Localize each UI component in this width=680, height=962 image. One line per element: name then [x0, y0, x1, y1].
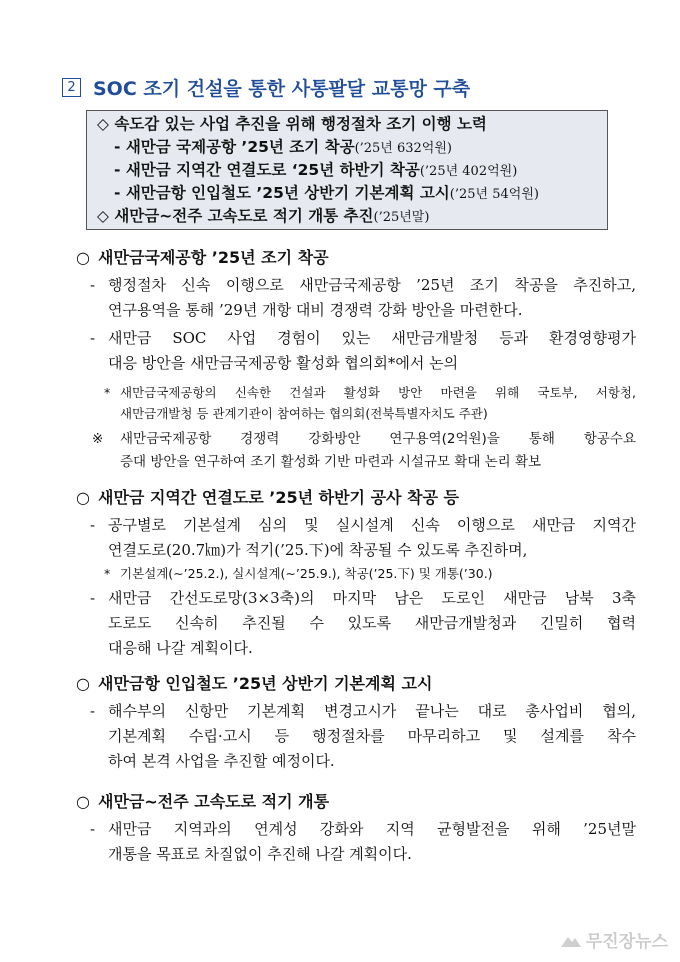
- summary-row: [97, 136, 607, 159]
- summary-row-text: ◇ 새만금~전주 고속도로 적기 개통 추진: [97, 207, 374, 225]
- subsection-title: ○ 새만금 지역간 연결도로 ’25년 하반기 공사 착공 등: [76, 486, 636, 510]
- section-number-box: 2: [62, 78, 81, 97]
- section-airport: [76, 246, 636, 474]
- list-item: - 공구별로 기본설계 심의 및 실시설계 신속 이행으로 새만금 지역간 연결도로(20.7㎞)가 적기(’25.下)에 착공될 수 있도록 추진하며,: [76, 513, 636, 563]
- subsection-title: ○ 새만금국제공항 ’25년 조기 착공: [76, 246, 636, 270]
- summary-row-text: - 새만금 지역간 연결도로 ‘25년 하반기 착공: [114, 161, 420, 179]
- circle-bullet-icon: ○: [76, 792, 90, 811]
- summary-row-text: - 새만금항 인입철도 ’25년 상반기 기본계획 고시: [114, 184, 450, 202]
- circle-bullet-icon: ○: [76, 248, 90, 267]
- list-item: - 새만금 SOC 사업 경험이 있는 새만금개발청 등과 환경영향평가 대응 방안을 새만금국제공항 활성화 협의회*에서 논의: [76, 326, 636, 376]
- section-highway: [76, 790, 636, 867]
- subsection-title: ○ 새만금항 인입철도 ’25년 상반기 기본계획 고시: [76, 672, 636, 696]
- summary-row-note: (’25년 402억원): [419, 164, 518, 179]
- reference-mark-icon: ※: [92, 431, 104, 447]
- summary-row: [97, 205, 607, 228]
- list-item: - 새만금 지역과의 연계성 강화와 지역 균형발전을 위해 ’25년말 개통을 목표로 차질없이 추진해 나갈 계획이다.: [76, 817, 636, 867]
- summary-row-note: (’25년 54억원): [449, 187, 539, 202]
- list-item: - 해수부의 신항만 기본계획 변경고시가 끝나는 대로 총사업비 협의, 기본계획 수립·고시 등 행정절차를 마무리하고 및 설계를 착수 하여 본격 사업을 추진할 예정이다.: [76, 699, 636, 774]
- dash-bullet-icon: -: [90, 516, 96, 534]
- footnote: * 기본설계(∼’25.2.), 실시설계(∼’25.9.), 착공(’25.下) 및 개통(’30.): [76, 563, 636, 584]
- section-heading: [62, 74, 470, 101]
- list-item: - 새만금 간선도로망(3×3축)의 마지막 남은 도로인 새만금 남북 3축 도로도 신속히 추진될 수 있도록 새만금개발청과 긴밀히 협력 대응해 나갈 계획이다.: [76, 586, 636, 661]
- dash-bullet-icon: -: [90, 702, 96, 720]
- footnote: * 새만금국제공항의 신속한 건설과 활성화 방안 마련을 위해 국토부, 서항청, 새만금개발청 등 관계기관이 참여하는 협의회(전북특별자치도 주관): [76, 382, 636, 424]
- subsection-title: ○ 새만금~전주 고속도로 적기 개통: [76, 790, 636, 814]
- summary-row-note: (’25년말): [373, 210, 430, 225]
- dash-bullet-icon: -: [90, 329, 96, 347]
- mountain-logo-icon: [560, 932, 582, 948]
- summary-row-note: (’25년 632억원): [354, 141, 452, 156]
- dash-bullet-icon: -: [90, 589, 96, 607]
- circle-bullet-icon: ○: [76, 674, 90, 693]
- circle-bullet-icon: ○: [76, 488, 90, 507]
- summary-box: [86, 110, 608, 230]
- summary-row-text: - 새만금 국제공항 ’25년 조기 착공: [114, 138, 355, 156]
- summary-row: [97, 159, 607, 182]
- summary-row: [97, 182, 607, 205]
- dash-bullet-icon: -: [90, 820, 96, 838]
- summary-row: [97, 113, 607, 136]
- list-item: - 행정절차 신속 이행으로 새만금국제공항 ’25년 조기 착공을 추진하고, 연구용역을 통해 ’29년 개항 대비 경쟁력 강화 방안을 마련한다.: [76, 273, 636, 323]
- section-road: [76, 486, 636, 661]
- asterisk-icon: *: [104, 566, 111, 581]
- summary-row-text: ◇ 속도감 있는 사업 추진을 위해 행정절차 조기 이행 노력: [97, 115, 487, 133]
- dash-bullet-icon: -: [90, 276, 96, 294]
- watermark-text: 무진장뉴스: [585, 932, 668, 952]
- section-title: SOC 조기 건설을 통한 사통팔달 교통망 구축: [93, 78, 471, 100]
- watermark: [560, 927, 668, 952]
- section-railway: [76, 672, 636, 774]
- asterisk-icon: *: [104, 385, 111, 400]
- reference-note: ※ 새만금국제공항 경쟁력 강화방안 연구용역(2억원)을 통해 항공수요 증대 방안을 연구하여 조기 활성화 기반 마련과 시설규모 확대 논리 확보: [76, 428, 636, 474]
